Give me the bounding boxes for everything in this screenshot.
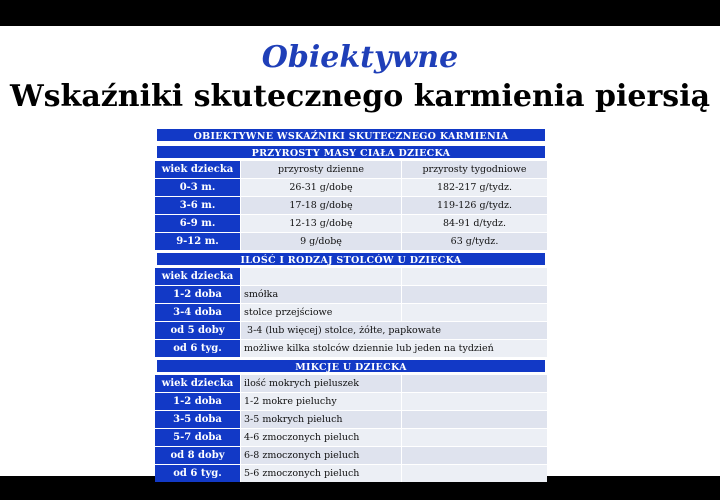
age-cell: 1-2 doba xyxy=(155,286,241,303)
empty-cell xyxy=(402,393,547,410)
col-header-weekly: przyrosty tygodniowe xyxy=(402,161,547,178)
age-cell: 9-12 m. xyxy=(155,233,241,250)
age-cell: od 8 doby xyxy=(155,447,241,464)
table-row xyxy=(155,268,547,285)
empty-cell xyxy=(402,447,547,464)
value-cell: 5-6 zmoczonych pieluch xyxy=(241,465,402,482)
table-row xyxy=(155,393,547,410)
age-cell: od 6 tyg. xyxy=(155,465,241,482)
col-header-age: wiek dziecka xyxy=(155,268,241,285)
daily-cell: 17-18 g/dobę xyxy=(241,197,402,214)
daily-cell: 26-31 g/dobę xyxy=(241,179,402,196)
main-header-cell: OBIEKTYWNE WSKAŹNIKI SKUTECZNEGO KARMIENIA xyxy=(156,128,546,142)
col-header-age: wiek dziecka xyxy=(155,375,241,392)
slide xyxy=(0,26,720,479)
daily-cell: 12-13 g/dobę xyxy=(241,215,402,232)
weekly-cell: 63 g/tydz. xyxy=(402,233,547,250)
age-cell: 1-2 doba xyxy=(155,393,241,410)
table-row xyxy=(155,197,547,214)
section-header-stools xyxy=(155,251,547,267)
empty-cell xyxy=(402,465,547,482)
weekly-cell: 182-217 g/tydz. xyxy=(402,179,547,196)
value-cell: 6-8 zmoczonych pieluch xyxy=(241,447,402,464)
table-row xyxy=(155,322,547,339)
col-header-daily: przyrosty dzienne xyxy=(241,161,402,178)
empty-cell xyxy=(402,411,547,428)
value-cell: stolce przejściowe xyxy=(241,304,402,321)
age-cell: 3-5 doba xyxy=(155,411,241,428)
col-header-value: ilość mokrych pieluszek xyxy=(241,375,402,392)
empty-cell xyxy=(241,268,402,285)
section-header-urination xyxy=(155,358,547,374)
value-cell: możliwe kilka stolców dziennie lub jeden na tydzień xyxy=(241,340,547,357)
value-cell: 3-5 mokrych pieluch xyxy=(241,411,402,428)
table-row xyxy=(155,179,547,196)
table-row xyxy=(155,429,547,446)
value-cell: smółka xyxy=(241,286,402,303)
daily-cell: 9 g/dobę xyxy=(241,233,402,250)
indicators-table xyxy=(155,127,547,483)
table-row xyxy=(155,286,547,303)
section-header-cell: ILOŚĆ I RODZAJ STOLCÓW U DZIECKA xyxy=(156,252,546,266)
table-main-header xyxy=(155,127,547,143)
age-cell: 3-4 doba xyxy=(155,304,241,321)
age-cell: 3-6 m. xyxy=(155,197,241,214)
table-row xyxy=(155,340,547,357)
slide-title-top: Obiektywne xyxy=(261,40,459,75)
table-row xyxy=(155,215,547,232)
table-row xyxy=(155,161,547,178)
section-header-cell: MIKCJE U DZIECKA xyxy=(156,359,546,373)
empty-cell xyxy=(402,304,547,321)
age-cell: 0-3 m. xyxy=(155,179,241,196)
age-cell: od 5 doby xyxy=(155,322,241,339)
empty-cell xyxy=(402,429,547,446)
table-row xyxy=(155,304,547,321)
value-cell: 4-6 zmoczonych pieluch xyxy=(241,429,402,446)
weekly-cell: 119-126 g/tydz. xyxy=(402,197,547,214)
empty-cell xyxy=(402,375,547,392)
col-header-age: wiek dziecka xyxy=(155,161,241,178)
age-cell: 5-7 doba xyxy=(155,429,241,446)
empty-cell xyxy=(402,268,547,285)
table-row xyxy=(155,233,547,250)
table-row xyxy=(155,447,547,464)
age-cell: od 6 tyg. xyxy=(155,340,241,357)
empty-cell xyxy=(402,286,547,303)
slide-title-main: Wskaźniki skutecznego karmienia piersią xyxy=(9,79,711,114)
value-cell: 3-4 (lub więcej) stolce, żółte, papkowate xyxy=(241,322,547,339)
table-row xyxy=(155,375,547,392)
weekly-cell: 84-91 d/tydz. xyxy=(402,215,547,232)
age-cell: 6-9 m. xyxy=(155,215,241,232)
section-header-cell: PRZYROSTY MASY CIAŁA DZIECKA xyxy=(156,145,546,159)
value-cell: 1-2 mokre pieluchy xyxy=(241,393,402,410)
table-row xyxy=(155,465,547,482)
table-row xyxy=(155,411,547,428)
section-header-weight xyxy=(155,144,547,160)
